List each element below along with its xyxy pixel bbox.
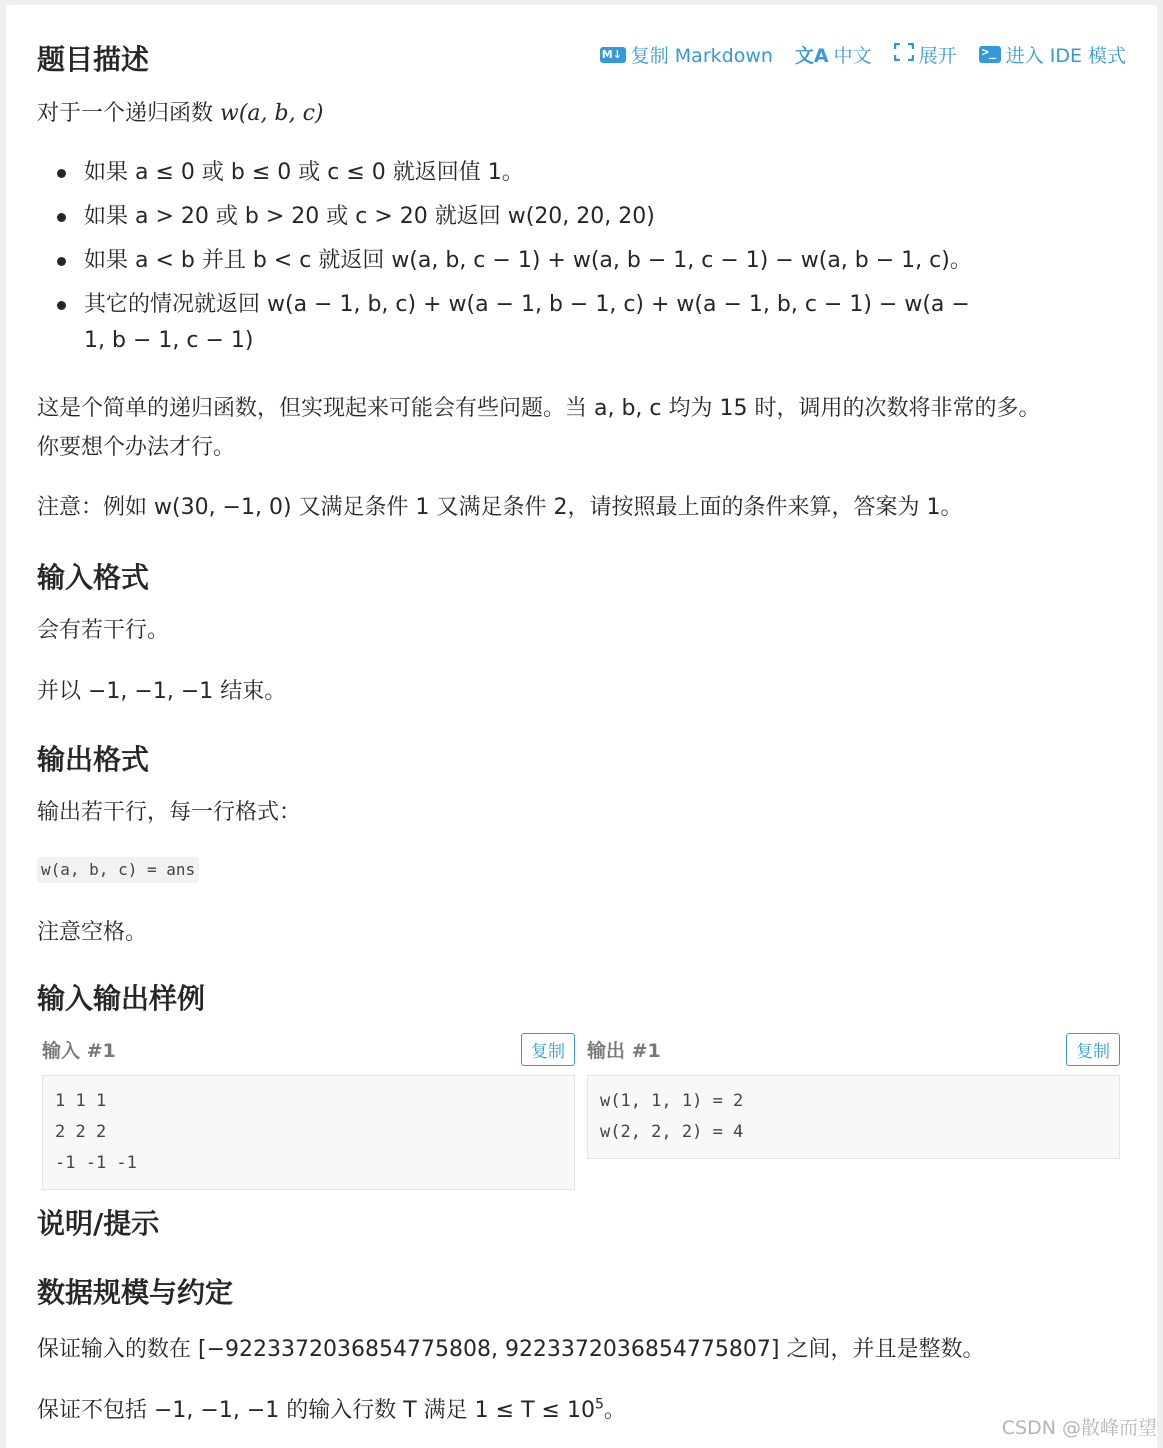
expand-button[interactable] [894,41,957,68]
input-format-line1: 会有若干行。 [37,618,170,643]
sample-input-header [42,1026,575,1070]
output-format-line1: 输出若干行，每一行格式： [37,800,302,825]
input-format-title: 输入格式 [37,561,150,594]
rules-list [37,153,1077,365]
description-intro [37,95,324,133]
copy-markdown-button[interactable] [600,41,773,68]
hint-title: 说明/提示 [37,1207,160,1240]
hint-subtitle: 数据规模与约定 [37,1276,234,1309]
hint-line2 [37,1392,626,1430]
rule-item-4-continuation [37,321,1077,360]
hint-line1: 保证输入的数在 [−9223372036854775808, 9223372036854775807] 之间，并且是整数。 [37,1337,985,1362]
sample-input [42,1026,575,1190]
input-format-line2: 并以 −1, −1, −1 结束。 [37,679,287,704]
terminal-icon: >_ [979,46,1001,63]
rule-item-3: 如果 a < b 并且 b < c 就返回 w(a, b, c − 1) + w(a, b − 1, c − 1) − w(a, b − 1, c)。 [37,241,1077,280]
hint-line2-text: 保证不包括 −1, −1, −1 的输入行数 T 满足 1 ≤ T ≤ 10 [37,1398,595,1423]
csdn-watermark: CSDN @散峰而望 [1001,1417,1157,1439]
translate-button[interactable] [795,41,872,68]
copy-output-button[interactable]: 复制 [1066,1033,1120,1066]
description-para-line2: 你要想个办法才行。 [37,435,236,460]
description-para-line1: 这是个简单的递归函数，但实现起来可能会有些问题。当 a, b, c 均为 15 时，调用的次数将非常的多。 [37,396,1041,421]
output-format-code: w(a, b, c) = ans [37,857,199,883]
description-note: 注意：例如 w(30, −1, 0) 又满足条件 1 又满足条件 2，请按照最上面的条件来算，答案为 1。 [37,495,963,520]
rule-item-4-line2: 1, b − 1, c − 1) [84,328,254,353]
hint-line2-exponent: 5 [594,1396,604,1413]
sample-input-label: 输入 #1 [42,1040,116,1062]
copy-markdown-label: 复制 Markdown [630,45,773,67]
problem-toolbar [600,41,1126,68]
sample-output-content: w(1, 1, 1) = 2 w(2, 2, 2) = 4 [587,1075,1120,1159]
output-format-title: 输出格式 [37,743,150,776]
hint-line2-end: 。 [603,1398,626,1423]
ide-mode-label: 进入 IDE 模式 [1005,45,1126,67]
output-format-line2: 注意空格。 [37,920,148,945]
copy-input-button[interactable]: 复制 [521,1033,575,1066]
sample-output-header [587,1026,1120,1070]
markdown-icon: M↓ [600,47,626,63]
ide-mode-button[interactable] [979,41,1126,68]
sample-output-label: 输出 #1 [587,1040,661,1062]
description-title: 题目描述 [37,43,150,76]
expand-label: 展开 [918,45,957,67]
sample-output [587,1026,1120,1159]
samples-title: 输入输出样例 [37,982,206,1015]
sample-input-content: 1 1 1 2 2 2 -1 -1 -1 [42,1075,575,1190]
expand-icon [894,43,914,66]
intro-text: 对于一个递归函数 [37,101,214,126]
translate-label: 中文 [833,45,872,67]
rule-item-1: 如果 a ≤ 0 或 b ≤ 0 或 c ≤ 0 就返回值 1。 [37,153,1077,192]
rule-item-4-line1: 其它的情况就返回 w(a − 1, b, c) + w(a − 1, b − 1, c) + w(a − 1, b, c − 1) − w(a − [84,292,970,317]
translate-icon: 文A [794,45,829,67]
rule-item-4 [37,285,1077,324]
rule-item-2: 如果 a > 20 或 b > 20 或 c > 20 就返回 w(20, 20, 20) [37,197,1077,236]
intro-math: w(a, b, c) [220,101,324,126]
